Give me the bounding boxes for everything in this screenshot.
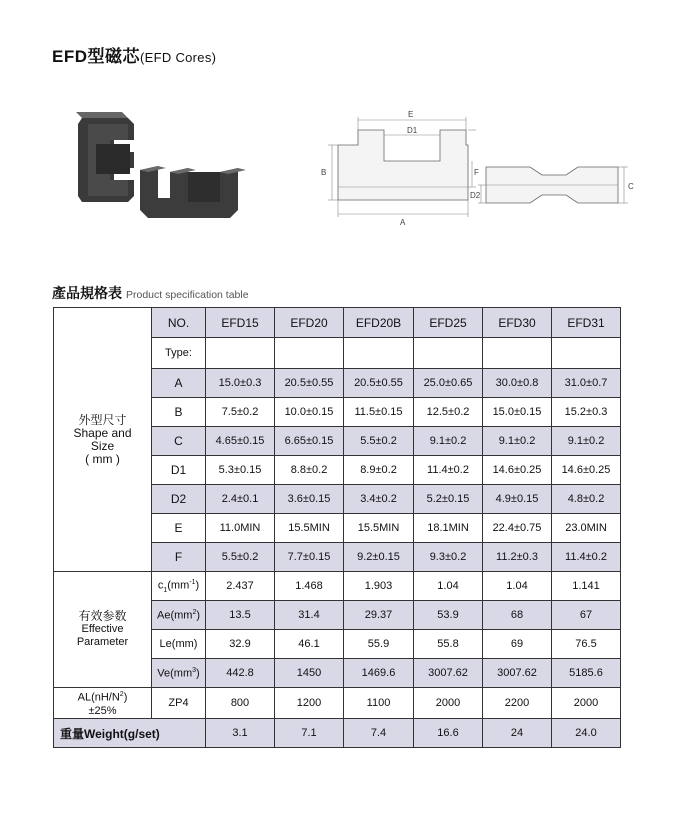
cell: 9.1±0.2 xyxy=(552,427,621,456)
cell: 11.4±0.2 xyxy=(552,543,621,572)
cell: 11.2±0.3 xyxy=(483,543,552,572)
cell: 5.5±0.2 xyxy=(206,543,275,572)
table-title xyxy=(52,283,249,303)
model-header: EFD30 xyxy=(483,308,552,338)
cell: 13.5 xyxy=(206,601,275,630)
cell: 1100 xyxy=(344,688,414,719)
cell: 11.5±0.15 xyxy=(344,398,414,427)
row-label: Le(mm) xyxy=(152,630,206,659)
cell: 3.4±0.2 xyxy=(344,485,414,514)
cell: 15.0±0.3 xyxy=(206,369,275,398)
table-row-weight xyxy=(54,719,621,748)
cell: 3007.62 xyxy=(483,659,552,688)
cell: 1.04 xyxy=(483,572,552,601)
cell: 5.5±0.2 xyxy=(344,427,414,456)
cell: 46.1 xyxy=(275,630,344,659)
cell: 1.141 xyxy=(552,572,621,601)
cell: 8.8±0.2 xyxy=(275,456,344,485)
cell: 55.8 xyxy=(414,630,483,659)
cell: 55.9 xyxy=(344,630,414,659)
eff-group-label xyxy=(54,572,152,688)
cell: 15.2±0.3 xyxy=(552,398,621,427)
dim-label-f: F xyxy=(474,168,479,177)
cell: 5.2±0.15 xyxy=(414,485,483,514)
model-header: EFD25 xyxy=(414,308,483,338)
type-cell xyxy=(344,338,414,369)
table-row xyxy=(54,572,621,601)
eff-group-cn: 有效参数 xyxy=(78,609,127,623)
cell: 442.8 xyxy=(206,659,275,688)
cell: 2.4±0.1 xyxy=(206,485,275,514)
no-label: NO. xyxy=(152,308,206,338)
cell: 10.0±0.15 xyxy=(275,398,344,427)
cell: 7.7±0.15 xyxy=(275,543,344,572)
cell: 1.04 xyxy=(414,572,483,601)
type-cell xyxy=(275,338,344,369)
core-photo xyxy=(70,110,250,230)
table-row-al xyxy=(54,688,621,719)
type-cell xyxy=(414,338,483,369)
cell: 15.5MIN xyxy=(275,514,344,543)
cell: 5.3±0.15 xyxy=(206,456,275,485)
eff-group-en2: Parameter xyxy=(76,636,129,648)
cell: 23.0MIN xyxy=(552,514,621,543)
row-label: $Ve(mm^3)$ xyxy=(152,659,206,688)
cell: 9.1±0.2 xyxy=(483,427,552,456)
cell: 8.9±0.2 xyxy=(344,456,414,485)
cell: 29.37 xyxy=(344,601,414,630)
cell: 24.0 xyxy=(552,719,621,748)
cell: 31.0±0.7 xyxy=(552,369,621,398)
cell: 1200 xyxy=(275,688,344,719)
cell: 3007.62 xyxy=(414,659,483,688)
type-label: Type: xyxy=(152,338,206,369)
type-cell xyxy=(206,338,275,369)
cell: 4.9±0.15 xyxy=(483,485,552,514)
dim-label-d2: D2 xyxy=(470,191,481,200)
model-header: EFD20 xyxy=(275,308,344,338)
model-header: EFD15 xyxy=(206,308,275,338)
row-label: E xyxy=(152,514,206,543)
cell: 67 xyxy=(552,601,621,630)
table-title-en: Product specification table xyxy=(126,289,249,301)
cell: 4.65±0.15 xyxy=(206,427,275,456)
dim-label-e: E xyxy=(408,110,414,119)
cell: 3.1 xyxy=(206,719,275,748)
cell: 1.468 xyxy=(275,572,344,601)
cell: 15.5MIN xyxy=(344,514,414,543)
cell: 68 xyxy=(483,601,552,630)
cell: 4.8±0.2 xyxy=(552,485,621,514)
cell: 1.903 xyxy=(344,572,414,601)
cell: 2000 xyxy=(414,688,483,719)
cell: 7.4 xyxy=(344,719,414,748)
cell: 7.5±0.2 xyxy=(206,398,275,427)
cell: 3.6±0.15 xyxy=(275,485,344,514)
row-label: B xyxy=(152,398,206,427)
page-title-en: (EFD Cores) xyxy=(140,50,217,65)
dimension-drawing xyxy=(318,105,638,235)
shape-group-cn: 外型尺寸 xyxy=(78,412,127,427)
shape-group-en1: Shape and xyxy=(73,425,132,440)
cell: 30.0±0.8 xyxy=(483,369,552,398)
cell: 11.4±0.2 xyxy=(414,456,483,485)
row-label: C xyxy=(152,427,206,456)
cell: 6.65±0.15 xyxy=(275,427,344,456)
cell: 11.0MIN xyxy=(206,514,275,543)
al-material: ZP4 xyxy=(152,688,206,719)
row-label: D2 xyxy=(152,485,206,514)
cell: 22.4±0.75 xyxy=(483,514,552,543)
row-label: A xyxy=(152,369,206,398)
cell: 12.5±0.2 xyxy=(414,398,483,427)
cell: 53.9 xyxy=(414,601,483,630)
dim-label-d1: D1 xyxy=(407,126,418,135)
cell: 1450 xyxy=(275,659,344,688)
cell: 9.3±0.2 xyxy=(414,543,483,572)
shape-group-unit: ( mm ) xyxy=(85,451,120,466)
cell: 9.1±0.2 xyxy=(414,427,483,456)
model-header: EFD31 xyxy=(552,308,621,338)
cell: 2200 xyxy=(483,688,552,719)
weight-label: 重量Weight(g/set) xyxy=(54,719,206,748)
cell: 20.5±0.55 xyxy=(275,369,344,398)
cell: 32.9 xyxy=(206,630,275,659)
spec-table xyxy=(53,307,621,748)
cell: 20.5±0.55 xyxy=(344,369,414,398)
type-cell xyxy=(552,338,621,369)
cell: 7.1 xyxy=(275,719,344,748)
cell: 2000 xyxy=(552,688,621,719)
al-label: $AL(nH/N^2)$ ±25% xyxy=(54,688,152,719)
cell: 18.1MIN xyxy=(414,514,483,543)
dim-label-a: A xyxy=(400,218,406,227)
dim-label-b: B xyxy=(321,168,327,177)
row-label: $c_1(mm^{-1})$ xyxy=(152,572,206,601)
cell: 800 xyxy=(206,688,275,719)
cell: 14.6±0.25 xyxy=(552,456,621,485)
page-title-cn: EFD型磁芯 xyxy=(52,47,140,66)
model-header: EFD20B xyxy=(344,308,414,338)
page-title xyxy=(52,42,216,67)
cell: 16.6 xyxy=(414,719,483,748)
cell: 9.2±0.15 xyxy=(344,543,414,572)
row-label: F xyxy=(152,543,206,572)
table-row-models xyxy=(54,308,621,338)
cell: 25.0±0.65 xyxy=(414,369,483,398)
cell: 5185.6 xyxy=(552,659,621,688)
cell: 15.0±0.15 xyxy=(483,398,552,427)
shape-group-en2: Size xyxy=(90,438,115,453)
cell: 2.437 xyxy=(206,572,275,601)
cell: 1469.6 xyxy=(344,659,414,688)
row-label: D1 xyxy=(152,456,206,485)
cell: 76.5 xyxy=(552,630,621,659)
table-title-cn: 產品規格表 xyxy=(52,285,122,301)
eff-group-en1: Effective xyxy=(81,623,124,635)
cell: 24 xyxy=(483,719,552,748)
cell: 69 xyxy=(483,630,552,659)
cell: 31.4 xyxy=(275,601,344,630)
cell: 14.6±0.25 xyxy=(483,456,552,485)
shape-group-label xyxy=(54,308,152,572)
row-label: $Ae(mm^2)$ xyxy=(152,601,206,630)
type-cell xyxy=(483,338,552,369)
dim-label-c: C xyxy=(628,182,634,191)
